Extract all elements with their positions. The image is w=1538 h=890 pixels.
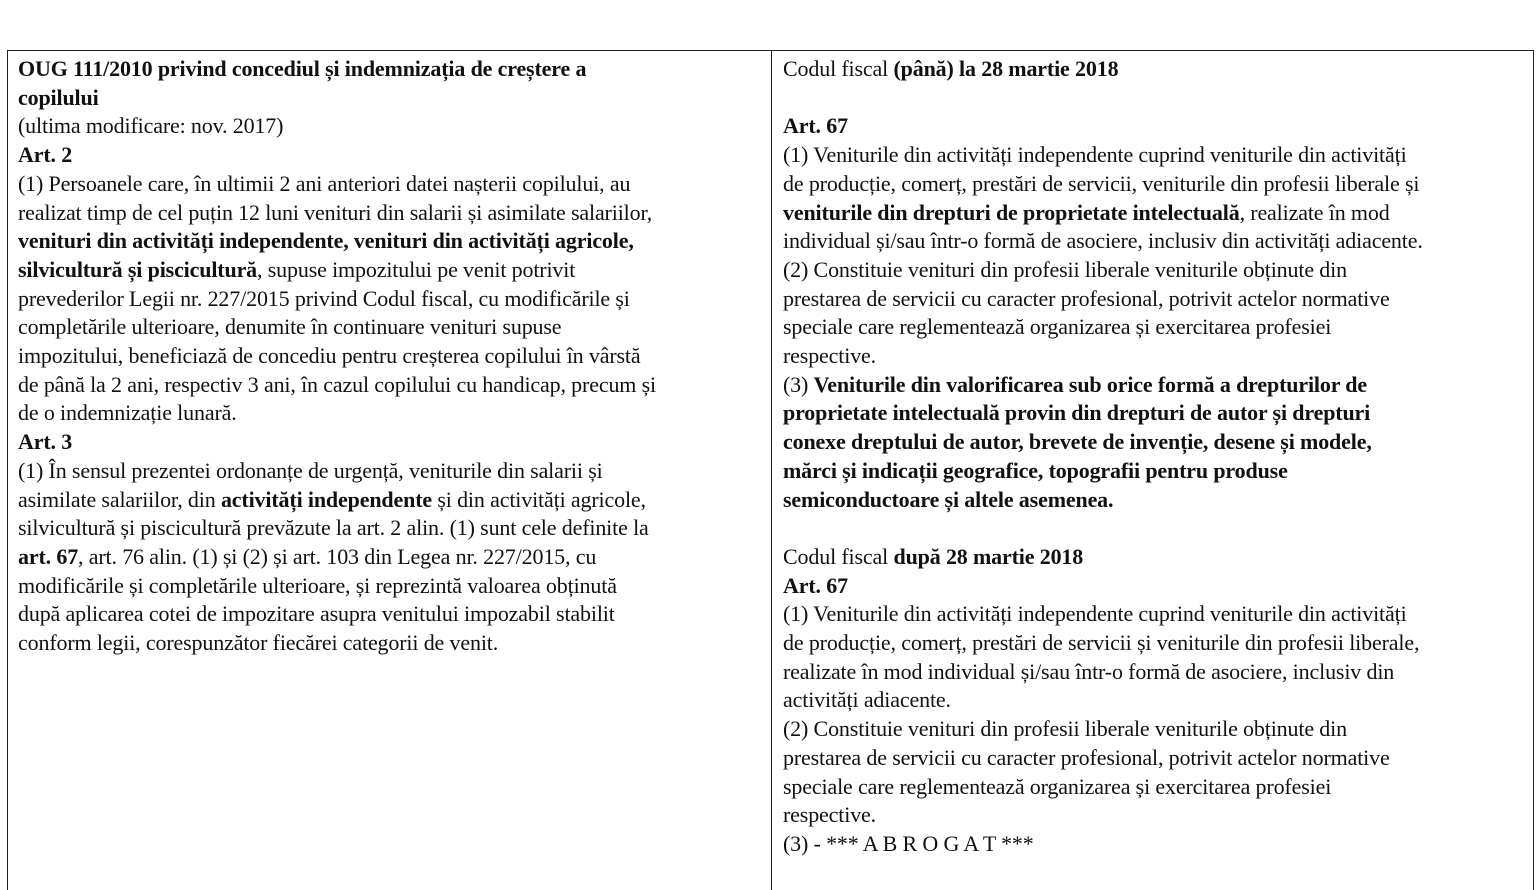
after-art67-line: prestarea de servicii cu caracter profesional, potrivit actelor normative: [783, 744, 1390, 770]
art3-line: conform legii, corespunzător fiecărei categorii de venit.: [18, 630, 499, 656]
before-art67-line: proprietate intelectuală provin din drepturi de autor și drepturi: [783, 400, 1371, 426]
before-art67-line: veniturile din drepturi de proprietate intelectuală, realizate în mod: [783, 199, 1390, 225]
comparison-table: [7, 50, 1534, 890]
before-art67-line: (2) Constituie venituri din profesii liberale veniturile obținute din: [783, 256, 1347, 282]
after-art67-abrogat: (3) - *** A B R O G A T ***: [783, 830, 1034, 856]
after-art67-line: speciale care reglementează organizarea și exercitarea profesiei: [783, 773, 1332, 799]
after-art67-line: realizate în mod individual și/sau într-o formă de asociere, inclusiv din: [783, 658, 1395, 684]
before-art67-line: mărci și indicații geografice, topografii pentru produse: [783, 457, 1288, 483]
art3-heading: Art. 3: [18, 429, 73, 455]
art3-line: după aplicarea cotei de impozitare asupra venitului impozabil stabilit: [18, 601, 615, 627]
oug-title-line-2: copilului: [18, 84, 99, 110]
after-art67-line: respective.: [783, 802, 877, 828]
before-art67-line: semiconductoare și altele asemenea.: [783, 486, 1114, 512]
before-art67-heading: Art. 67: [783, 113, 848, 139]
codul-after-title: Codul fiscal după 28 martie 2018: [783, 543, 1084, 569]
art2-line: prevederilor Legii nr. 227/2015 privind Codul fiscal, cu modificările și: [18, 285, 630, 311]
before-art67-line: prestarea de servicii cu caracter profesional, potrivit actelor normative: [783, 285, 1390, 311]
art2-line: completările ulterioare, denumite în continuare venituri supuse: [18, 314, 562, 340]
before-art67-line: individual și/sau într-o formă de asociere, inclusiv din activități adiacente.: [783, 228, 1423, 254]
art2-line: de o indemnizație lunară.: [18, 400, 237, 426]
art2-line: venituri din activități independente, venituri din activități agricole,: [18, 228, 634, 254]
oug-subtitle: (ultima modificare: nov. 2017): [18, 113, 284, 139]
art2-line: de până la 2 ani, respectiv 3 ani, în cazul copilului cu handicap, precum și: [18, 371, 656, 397]
art3-line: (1) În sensul prezentei ordonanțe de urgență, veniturile din salarii și: [18, 457, 603, 483]
art3-line: silvicultură și piscicultură prevăzute la art. 2 alin. (1) sunt cele definite la: [18, 515, 649, 541]
art3-line: asimilate salariilor, din activități independente și din activități agricole,: [18, 486, 646, 512]
codul-before-title: Codul fiscal (până) la 28 martie 2018: [783, 56, 1119, 81]
after-art67-line: (2) Constituie venituri din profesii liberale veniturile obținute din: [783, 716, 1347, 742]
art2-line: realizat timp de cel puțin 12 luni venituri din salarii și asimilate salariilor,: [18, 199, 653, 225]
before-art67-line: respective.: [783, 343, 877, 369]
spacer: [783, 84, 1525, 113]
art2-heading: Art. 2: [18, 142, 73, 168]
after-art67-heading: Art. 67: [783, 572, 848, 598]
spacer: [783, 514, 1525, 543]
art3-line: modificările și completările ulterioare, și reprezintă valoarea obținută: [18, 572, 617, 598]
art2-line: (1) Persoanele care, în ultimii 2 ani anteriori datei nașterii copilului, au: [18, 170, 631, 196]
left-column-oug: [8, 51, 772, 890]
after-art67-line: (1) Veniturile din activități independente cuprind veniturile din activități: [783, 601, 1407, 627]
right-column-codul-fiscal: [772, 51, 1533, 890]
art3-line: art. 67, art. 76 alin. (1) și (2) și art. 103 din Legea nr. 227/2015, cu: [18, 543, 597, 569]
before-art67-line: conexe dreptului de autor, brevete de invenție, desene și modele,: [783, 429, 1372, 455]
before-art67-line: (3) Veniturile din valorificarea sub orice formă a drepturilor de: [783, 371, 1367, 397]
art2-line: silvicultură și piscicultură, supuse impozitului pe venit potrivit: [18, 256, 576, 282]
after-art67-line: activități adiacente.: [783, 687, 951, 713]
before-art67-line: (1) Veniturile din activități independente cuprind veniturile din activități: [783, 142, 1407, 168]
art2-line: impozitului, beneficiază de concediu pentru creșterea copilului în vârstă: [18, 343, 641, 369]
oug-title-line-1: OUG 111/2010 privind concediul și indemnizația de creștere a: [18, 56, 587, 81]
after-art67-line: de producție, comerț, prestări de servicii și veniturile din profesii liberale,: [783, 630, 1420, 656]
before-art67-line: de producție, comerț, prestări de servicii, veniturile din profesii liberale și: [783, 170, 1420, 196]
before-art67-line: speciale care reglementează organizarea și exercitarea profesiei: [783, 314, 1332, 340]
